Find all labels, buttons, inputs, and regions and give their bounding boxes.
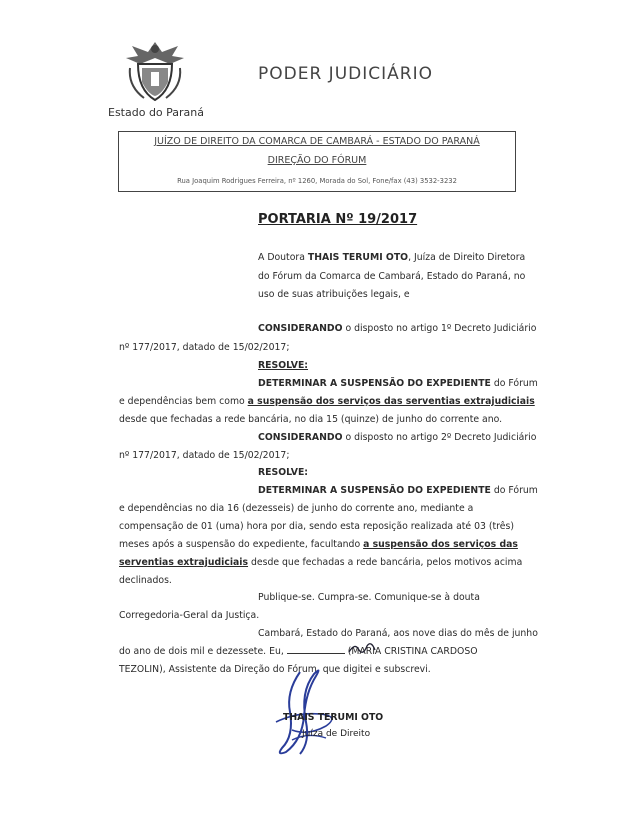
determine-1-line-3: desde que fechadas a rede bancária, no dia 15 (quinze) de junho do corrente ano. <box>119 414 503 425</box>
resolve-2: RESOLVE: <box>258 467 309 478</box>
court-name: JUÍZO DE DIREITO DA COMARCA DE CAMBARÁ - ESTADO DO PARANÁ <box>154 136 480 147</box>
considering-2-line-2: nº 177/2017, datado de 15/02/2017; <box>119 450 290 461</box>
judge-handwritten-signature-icon <box>256 652 366 762</box>
determine-2-line-3: compensação de 01 (uma) hora por dia, sendo esta reposição realizada até 03 (três) <box>119 521 514 532</box>
directorate-name: DIREÇÃO DO FÓRUM <box>267 155 367 166</box>
considering-1-line-1: CONSIDERANDO o disposto no artigo 1º Decreto Judiciário <box>258 323 537 334</box>
resolve-1: RESOLVE: <box>258 360 309 371</box>
determine-2-line-4: meses após a suspensão do expediente, facultando a suspensão dos serviços das <box>119 539 518 550</box>
considering-2-line-1: CONSIDERANDO o disposto no artigo 2º Decreto Judiciário <box>258 432 537 443</box>
document-title: PORTARIA Nº 19/2017 <box>258 212 418 227</box>
intro-line-3: uso de suas atribuições legais, e <box>258 289 410 300</box>
intro-line-1: A Doutora THAIS TERUMI OTO, Juíza de Direito Diretora <box>258 252 526 263</box>
court-header-box <box>118 131 516 192</box>
closing-line-3: TEZOLIN), Assistente da Direção do Fórum, que digitei e subscrevi. <box>119 664 431 675</box>
determine-2-line-1: DETERMINAR A SUSPENSÃO DO EXPEDIENTE do Fórum <box>258 485 538 496</box>
determine-2-line-6: declinados. <box>119 575 172 586</box>
court-address: Rua Joaquim Rodrigues Ferreira, nº 1260, Morada do Sol, Fone/fax (43) 3532-3232 <box>177 177 457 185</box>
considering-1-line-2: nº 177/2017, datado de 15/02/2017; <box>119 342 290 353</box>
intro-line-2: do Fórum da Comarca de Cambará, Estado do Paraná, no <box>258 271 526 282</box>
closing-line-1: Cambará, Estado do Paraná, aos nove dias do mês de junho <box>258 628 538 639</box>
power-title: PODER JUDICIÁRIO <box>258 64 433 84</box>
determine-1-line-1: DETERMINAR A SUSPENSÃO DO EXPEDIENTE do Fórum <box>258 378 538 389</box>
state-label: Estado do Paraná <box>108 106 205 119</box>
publish-line-1: Publique-se. Cumpra-se. Comunique-se à douta <box>258 592 480 603</box>
determine-2-line-5: serventias extrajudiciais desde que fechadas a rede bancária, pelos motivos acima <box>119 557 523 568</box>
closing-line-2: do ano de dois mil e dezessete. Eu, (MARIA CRISTINA CARDOSO <box>119 646 478 657</box>
parana-coat-of-arms-icon <box>124 38 186 104</box>
signatory-name: THAIS TERUMI OTO <box>283 712 384 723</box>
publish-line-2: Corregedoria-Geral da Justiça. <box>119 610 260 621</box>
determine-2-line-2: e dependências no dia 16 (dezesseis) de junho do corrente ano, mediante a <box>119 503 474 514</box>
determine-1-line-2: e dependências bem como a suspensão dos serviços das serventias extrajudiciais <box>119 396 535 407</box>
signatory-role: Juíza de Direito <box>302 729 371 739</box>
